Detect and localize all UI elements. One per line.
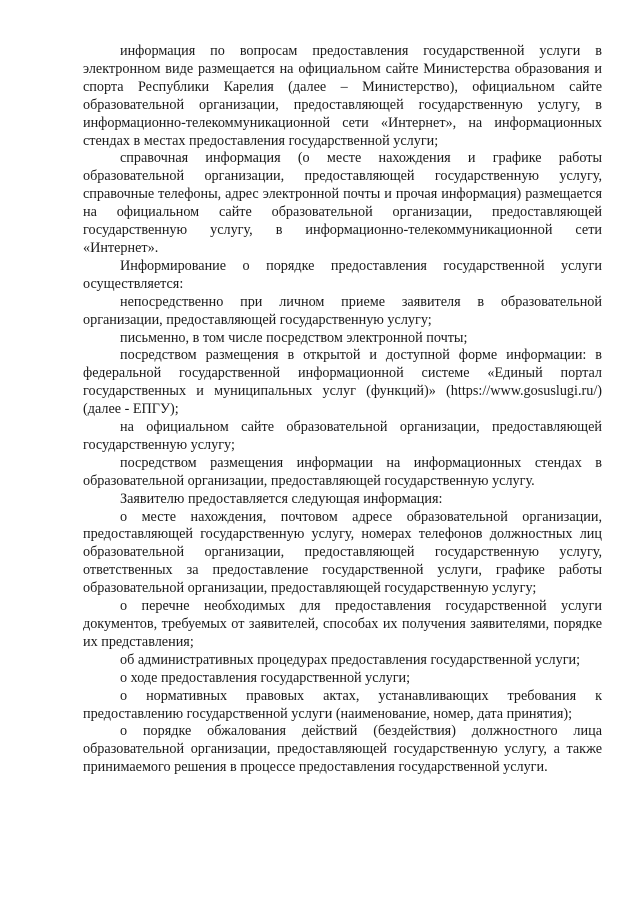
document-body (83, 43, 602, 777)
paragraph-epgu: посредством размещения в открытой и доступной форме информации: в федеральной государственной информационной системе «Единый портал государственных и муниципальных услуг (функций)» (https://www.gosuslugi.ru/) (далее - ЕПГУ); (83, 347, 602, 418)
paragraph-admin-procedures: об административных процедурах предоставления государственной услуги; (120, 651, 581, 668)
paragraph-info-stands: посредством размещения информации на информационных стендах в образовательной организации, предоставляющей государственную услугу. (83, 454, 602, 489)
paragraph-legal-acts: о нормативных правовых актах, устанавливающих требования к предоставлению государственной услуги (наименование, номер, дата принятия); (83, 687, 602, 722)
paragraph-in-writing: письменно, в том числе посредством электронной почты; (120, 329, 468, 346)
paragraph-informing-intro: Информирование о порядке предоставления государственной услуги осуществляется: (83, 257, 602, 292)
paragraph-info-provided-intro: Заявителю предоставляется следующая информация: (120, 490, 443, 507)
paragraph-official-site: на официальном сайте образовательной организации, предоставляющей государственную услугу; (83, 419, 602, 453)
paragraph-personal-reception: непосредственно при личном приеме заявителя в образовательной организации, предоставляющей государственную услугу; (83, 293, 602, 328)
paragraph-appeal-procedure: о порядке обжалования действий (бездействия) должностного лица образовательной организации, предоставляющей государственную услугу, а также принимаемого решения в процессе предоставления государственной услуги. (83, 723, 602, 776)
paragraph-location-contacts: о месте нахождения, почтовом адресе образовательной организации, предоставляющей государственную услугу, номерах телефонов должностных лиц образовательной организации, предоставляющей государственную услугу, ответственных за предоставление государственной услуги, графике работы образовательной организации, предоставляющей государственную услугу; (83, 508, 602, 597)
paragraph-service-progress: о ходе предоставления государственной услуги; (120, 669, 411, 686)
paragraph-electronic-info: информация по вопросам предоставления государственной услуги в электронном виде размещается на официальном сайте Министерства образования и спорта Республики Карелия (далее – Министерство), официальном сайте образовательной организации, предоставляющей государственную услугу, в информационно-телекоммуникационной сети «Интернет», на информационных стендах в местах предоставления государственной услуги; (83, 43, 602, 149)
paragraph-documents-list: о перечне необходимых для предоставления государственной услуги документов, требуемых от заявителей, способах их получения заявителями, порядке их представления; (83, 598, 602, 650)
paragraph-reference-info: справочная информация (о месте нахождения и графике работы образовательной организации, предоставляющей государственную услугу, справочные телефоны, адрес электронной почты и прочая информация) размещается на официальном сайте образовательной организации, предоставляющей государственную услугу, в информационно-телекоммуникационной сети «Интернет». (83, 150, 602, 256)
